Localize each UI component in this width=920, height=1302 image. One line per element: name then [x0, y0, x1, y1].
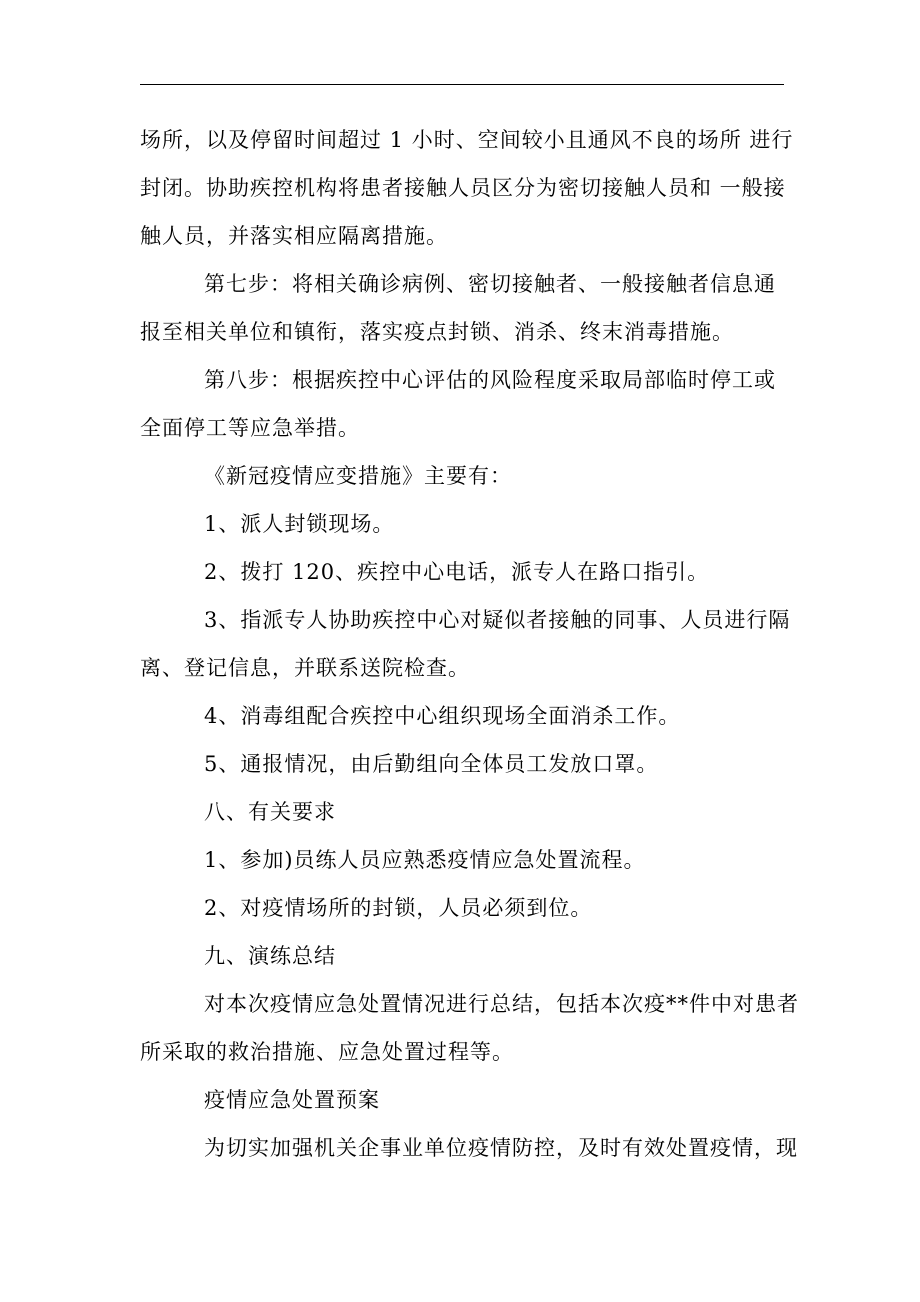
text-line: 3、指派专人协助疾控中心对疑似者接触的同事、人员进行隔 — [204, 608, 791, 632]
text-line: 第八步：根据疾控中心评估的风险程度采取局部临时停工或 — [204, 368, 776, 392]
list-item-2 — [140, 548, 790, 596]
text-line: 2、对疫情场所的封锁，人员必须到位。 — [204, 896, 593, 920]
text-line: 《新冠疫情应变措施》主要有： — [204, 464, 512, 488]
text-line: 1、参加)员练人员应熟悉疫情应急处置流程。 — [204, 848, 646, 872]
text-line: 第七步：将相关确诊病例、密切接触者、一般接触者信息通 — [204, 272, 776, 296]
paragraph-measures-title — [140, 452, 790, 500]
text-line: 2、拨打 120、疾控中心电话，派专人在路口指引。 — [204, 560, 710, 584]
text-line: 离、登记信息，并联系送院检查。 — [140, 656, 470, 680]
paragraph-plan-intro — [140, 1124, 798, 1172]
text-line: 九、演练总结 — [204, 944, 336, 968]
text-line: 封闭。协助疾控机构将患者接触人员区分为密切接触人员和 一般接 — [140, 176, 786, 200]
text-line: 触人员，并落实相应隔离措施。 — [140, 224, 448, 248]
document-body — [140, 116, 799, 1172]
text-line: 全面停工等应急举措。 — [140, 416, 360, 440]
list-item-3 — [140, 596, 790, 692]
text-line: 对本次疫情应急处置情况进行总结，包括本次疫**件中对患者 — [204, 992, 799, 1016]
header-rule — [140, 84, 784, 85]
text-line: 八、有关要求 — [204, 800, 336, 824]
text-line: 4、消毒组配合疾控中心组织现场全面消杀工作。 — [204, 704, 681, 728]
section-heading-summary — [140, 932, 790, 980]
list-item-5 — [140, 740, 790, 788]
text-line: 报至相关单位和镇衔，落实疫点封锁、消杀、终末消毒措施。 — [140, 320, 734, 344]
text-line: 所采取的救治措施、应急处置过程等。 — [140, 1040, 514, 1064]
text-line: 5、通报情况，由后勤组向全体员工发放口罩。 — [204, 752, 659, 776]
section-heading-requirements — [140, 788, 790, 836]
paragraph-step-eight — [140, 356, 790, 452]
list-item-4 — [140, 692, 790, 740]
requirement-item-1 — [140, 836, 790, 884]
text-line: 1、派人封锁现场。 — [204, 512, 395, 536]
requirement-item-2 — [140, 884, 790, 932]
section-heading-plan — [140, 1076, 790, 1124]
text-line: 场所，以及停留时间超过 1 小时、空间较小且通风不良的场所 进行 — [140, 128, 794, 152]
paragraph-step-seven — [140, 260, 790, 356]
list-item-1 — [140, 500, 790, 548]
paragraph-summary — [140, 980, 799, 1076]
text-line: 为切实加强机关企事业单位疫情防控，及时有效处置疫情，现 — [204, 1136, 798, 1160]
text-line: 疫情应急处置预案 — [204, 1088, 380, 1112]
paragraph-closure-measures — [140, 116, 794, 260]
